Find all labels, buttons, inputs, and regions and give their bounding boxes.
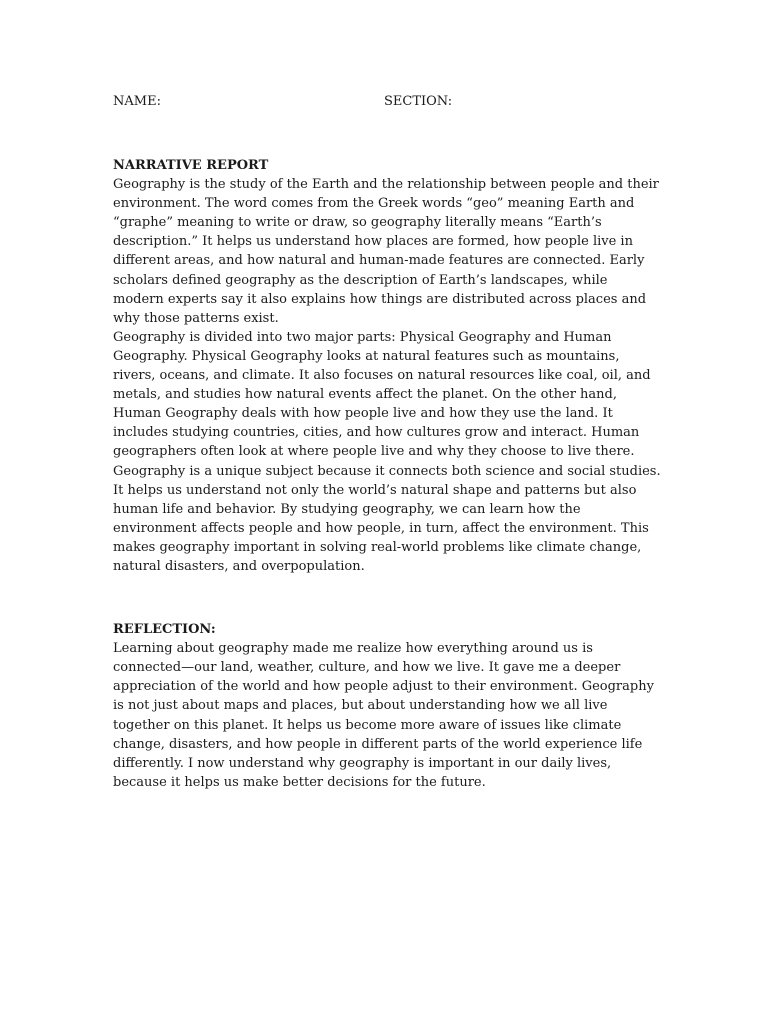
reflection-heading: REFLECTION:: [113, 622, 216, 638]
narrative-paragraph-2: Geography is divided into two major parts: Physical Geography and Human Geography. Physical Geography looks at natural features such as mountains, rivers, oceans, and climate. It also focuses on natural resources like coal, oil, and metals, and studies how natural events affect the planet. On the other hand, Human Geography deals with how people live and how they use the land. It includes studying countries, cities, and how cultures grow and interact. Human geographers often look at where people live and why they choose to live there.: [113, 329, 651, 460]
narrative-report-heading: NARRATIVE REPORT: [113, 158, 269, 173]
narrative-paragraph-3: Geography is a unique subject because it connects both science and social studies. It helps us understand not only the world’s natural shape and patterns but also human life and behavior. By studying geography, we can learn how the environment affects people and how people, in turn, affect the environment. This makes geography important in solving real-world problems like climate change, natural disasters, and overpopulation.: [113, 463, 661, 574]
document-page: [113, 92, 661, 792]
header-row: [113, 92, 661, 111]
reflection-paragraph: Learning about geography made me realize how everything around us is connected—our land, weather, culture, and how we live. It gave me a deeper appreciation of the world and how people adjust to their environment. Geography is not just about maps and places, but about understanding how we all live together on this planet. It helps us become more aware of issues like climate change, disasters, and how people in different parts of the world experience life differently. I now understand why geography is important in our daily lives, because it helps us make better decisions for the future.: [113, 641, 654, 790]
narrative-paragraph-1: Geography is the study of the Earth and the relationship between people and their environment. The word comes from the Greek words “geo” meaning Earth and “graphe” meaning to write or draw, so geography literally means “Earth’s description.” It helps us understand how places are formed, how people live in different areas, and how natural and human-made features are connected. Early scholars defined geography as the description of Earth’s landscapes, while modern experts say it also explains how things are distributed across places and why those patterns exist.: [113, 177, 659, 326]
section-label: SECTION:: [384, 94, 453, 109]
name-label: NAME:: [113, 94, 161, 109]
